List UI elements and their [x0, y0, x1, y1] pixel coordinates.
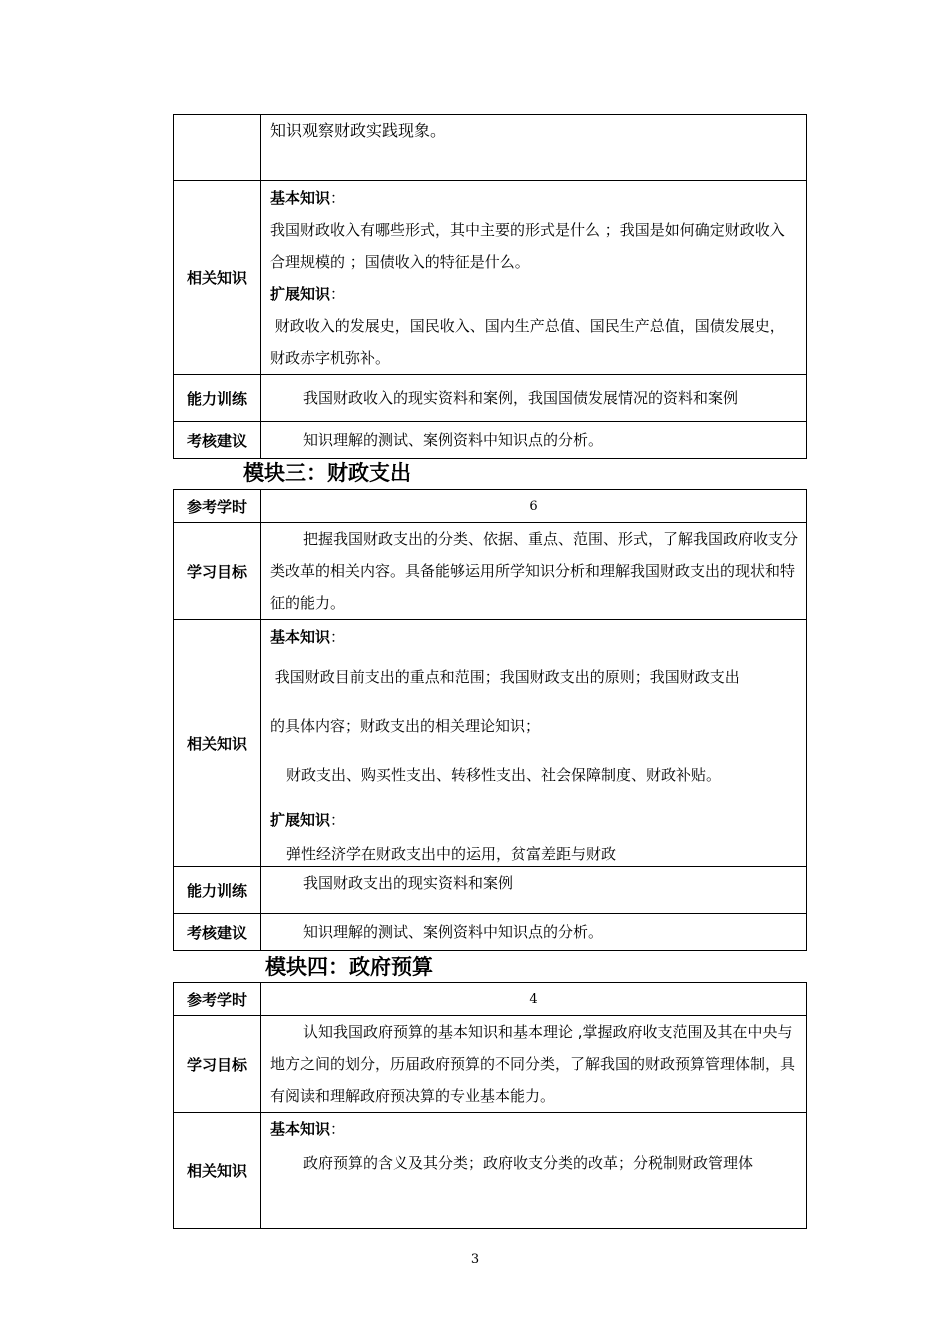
basic-knowledge-text: 政府预算的含义及其分类；政府收支分类的改革；分税制财政管理体 — [303, 1154, 754, 1172]
row-label-learning-goal: 学习目标 — [174, 1016, 261, 1113]
row-label-related-knowledge: 相关知识 — [174, 1113, 261, 1229]
row-label-related-knowledge: 相关知识 — [174, 620, 261, 867]
module3-title: 模块三：财政支出 — [243, 461, 411, 485]
row-label-related-knowledge: 相关知识 — [174, 181, 261, 375]
row-label-ability-training: 能力训练 — [174, 375, 261, 422]
module3-table — [173, 489, 807, 951]
page-number: 3 — [470, 1252, 480, 1267]
basic-knowledge-line2: 的具体内容；财政支出的相关理论知识； — [270, 717, 541, 735]
related-knowledge-cell — [261, 1113, 807, 1229]
related-knowledge-cell — [261, 181, 807, 375]
row-label-ability-training: 能力训练 — [174, 867, 261, 914]
row-label-empty — [174, 115, 261, 181]
basic-knowledge-line3: 财政支出、购买性支出、转移性支出、社会保障制度、财政补贴。 — [286, 766, 722, 784]
extended-knowledge-text: 弹性经济学在财政支出中的运用，贫富差距与财政 — [286, 845, 617, 863]
row-label-assessment: 考核建议 — [174, 422, 261, 459]
ability-training-text: 我国财政收入的现实资料和案例，我国国债发展情况的资料和案例 — [261, 375, 807, 422]
assessment-text: 知识理解的测试、案例资料中知识点的分析。 — [261, 914, 807, 951]
basic-knowledge-heading: 基本知识： — [270, 1120, 346, 1138]
module4-table — [173, 982, 807, 1229]
related-knowledge-cell — [261, 620, 807, 867]
row-label-reference-hours: 参考学时 — [174, 490, 261, 523]
row-label-reference-hours: 参考学时 — [174, 983, 261, 1016]
reference-hours-value: 4 — [261, 983, 807, 1016]
learning-goal-text: 把握我国财政支出的分类、依据、重点、范围、形式，了解我国政府收支分类改革的相关内容。具备能够运用所学知识分析和理解我国财政支出的现状和特征的能力。 — [261, 523, 807, 620]
module4-title: 模块四：政府预算 — [265, 955, 433, 979]
row-label-learning-goal: 学习目标 — [174, 523, 261, 620]
extended-knowledge-heading: 扩展知识： — [270, 811, 346, 829]
continued-goal-text: 知识观察财政实践现象。 — [270, 121, 447, 140]
assessment-text: 知识理解的测试、案例资料中知识点的分析。 — [261, 422, 807, 459]
learning-goal-text: 认知我国政府预算的基本知识和基本理论 ,掌握政府收支范围及其在中央与地方之间的划分，历届政府预算的不同分类，了解我国的财政预算管理体制，具有阅读和理解政府预决算的专业基本能力。 — [261, 1016, 807, 1113]
ability-training-text: 我国财政支出的现实资料和案例 — [261, 867, 807, 914]
row-label-assessment: 考核建议 — [174, 914, 261, 951]
basic-knowledge-heading: 基本知识： — [270, 189, 346, 207]
module2-table-continued — [173, 114, 807, 459]
basic-knowledge-line1: 我国财政目前支出的重点和范围；我国财政支出的原则；我国财政支出 — [270, 668, 740, 686]
reference-hours-value: 6 — [261, 490, 807, 523]
extended-knowledge-heading: 扩展知识： — [270, 285, 346, 303]
continued-goal-cell — [261, 115, 807, 181]
basic-knowledge-heading: 基本知识： — [270, 628, 346, 646]
extended-knowledge-text: 财政收入的发展史，国民收入、国内生产总值、国民生产总值，国债发展史，财政赤字机弥补。 — [270, 317, 785, 367]
basic-knowledge-text: 我国财政收入有哪些形式，其中主要的形式是什么 ；我国是如何确定财政收入合理规模的 ；国债收入的特征是什么。 — [270, 221, 785, 271]
